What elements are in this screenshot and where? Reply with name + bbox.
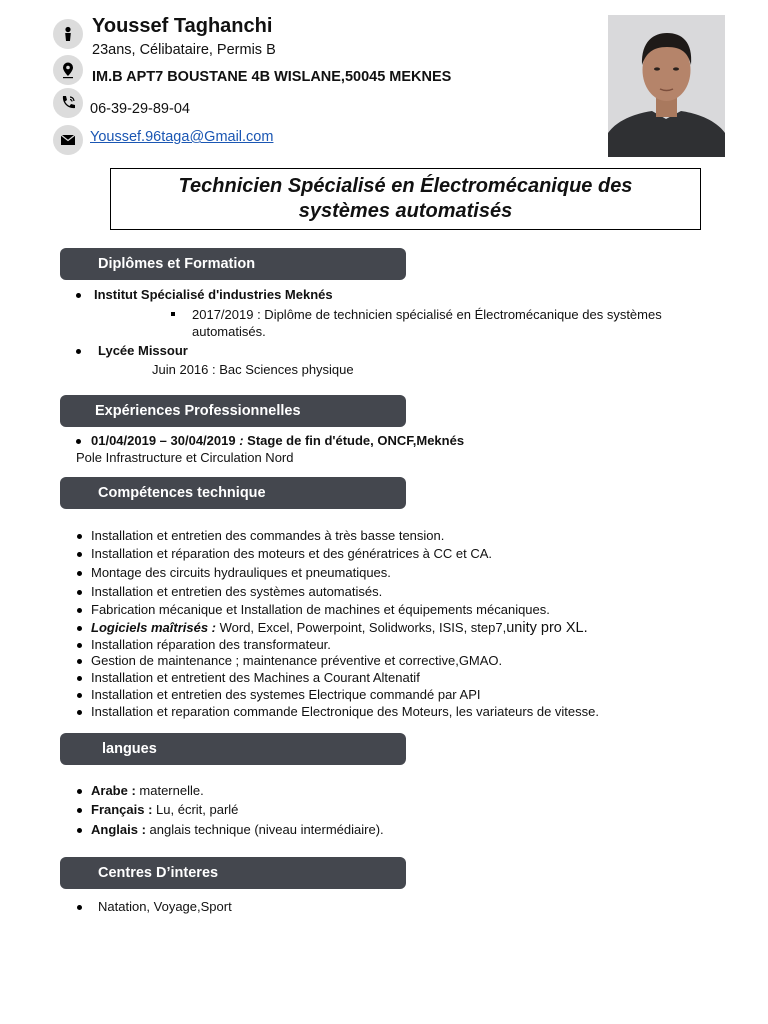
bullet xyxy=(77,626,82,631)
square-bullet xyxy=(171,312,175,316)
bullet xyxy=(77,571,82,576)
bullet xyxy=(77,789,82,794)
skill-item: Fabrication mécanique et Installation de machines et équipements mécaniques. xyxy=(91,602,550,617)
bullet xyxy=(77,659,82,664)
job-title: Technicien Spécialisé en Électromécanique des systèmes automatisés xyxy=(110,168,701,230)
skill-item: Montage des circuits hydrauliques et pneumatiques. xyxy=(91,565,391,580)
section-header-langues: langues xyxy=(60,733,406,765)
section-header-competences: Compétences technique xyxy=(60,477,406,509)
profile-photo xyxy=(608,15,725,157)
lycee-name: Lycée Missour xyxy=(98,343,188,358)
experience-line: 01/04/2019 – 30/04/2019 : Stage de fin d'étude, ONCF,Meknés xyxy=(91,433,465,448)
bac-diploma: Juin 2016 : Bac Sciences physique xyxy=(152,362,354,377)
institute-name: Institut Spécialisé d'industries Meknés xyxy=(94,287,333,302)
skill-item: Installation et réparation des moteurs et des génératrices à CC et CA. xyxy=(91,546,493,561)
language-arabe: Arabe : maternelle. xyxy=(91,783,204,798)
location-pin-icon xyxy=(53,55,83,85)
section-header-interets: Centres D’interes xyxy=(60,857,406,889)
personal-info: 23ans, Célibataire, Permis B xyxy=(92,42,276,58)
email-link[interactable]: Youssef.96taga@Gmail.com xyxy=(90,129,274,145)
phone-icon xyxy=(53,88,83,118)
bullet xyxy=(76,349,81,354)
bullet xyxy=(76,293,81,298)
bullet xyxy=(77,808,82,813)
skill-item-logiciels: Logiciels maîtrisés : Word, Excel, Powerpoint, Solidworks, ISIS, step7,unity pro XL. xyxy=(91,620,588,636)
skill-item: Installation et reparation commande Electronique des Moteurs, les variateurs de vitesse. xyxy=(91,704,599,719)
language-francais: Français : Lu, écrit, parlé xyxy=(91,802,239,817)
envelope-icon xyxy=(53,125,83,155)
bullet xyxy=(77,608,82,613)
bullet xyxy=(77,534,82,539)
bullet xyxy=(77,905,82,910)
bullet xyxy=(76,439,81,444)
bullet xyxy=(77,828,82,833)
skill-item: Gestion de maintenance ; maintenance préventive et corrective,GMAO. xyxy=(91,653,503,668)
language-anglais: Anglais : anglais technique (niveau intermédiaire). xyxy=(91,822,384,837)
bullet xyxy=(77,693,82,698)
bullet xyxy=(77,676,82,681)
candidate-name: Youssef Taghanchi xyxy=(92,15,273,37)
bullet xyxy=(77,552,82,557)
diploma-line1: 2017/2019 : Diplôme de technicien spécialisé en Électromécanique des systèmes xyxy=(192,307,662,322)
person-icon xyxy=(53,19,83,49)
section-header-experiences: Expériences Professionnelles xyxy=(60,395,406,427)
address: IM.B APT7 BOUSTANE 4B WISLANE,50045 MEKNES xyxy=(92,69,452,85)
bullet xyxy=(77,710,82,715)
skill-item: Installation et entretien des systemes Electrique commandé par API xyxy=(91,687,481,702)
diploma-line2: automatisés. xyxy=(192,324,266,339)
section-header-diplomes: Diplômes et Formation xyxy=(60,248,406,280)
skill-item: Installation réparation des transformateur. xyxy=(91,637,331,652)
experience-pole: Pole Infrastructure et Circulation Nord xyxy=(76,450,294,465)
portrait-image xyxy=(608,15,725,157)
skill-item: Installation et entretient des Machines a Courant Altenatif xyxy=(91,670,420,685)
bullet xyxy=(77,590,82,595)
skill-item: Installation et entretien des systèmes automatisés. xyxy=(91,584,383,599)
interest-item: Natation, Voyage,Sport xyxy=(98,899,232,914)
skill-item: Installation et entretien des commandes à très basse tension. xyxy=(91,528,445,543)
phone-number: 06-39-29-89-04 xyxy=(90,101,190,117)
bullet xyxy=(77,643,82,648)
